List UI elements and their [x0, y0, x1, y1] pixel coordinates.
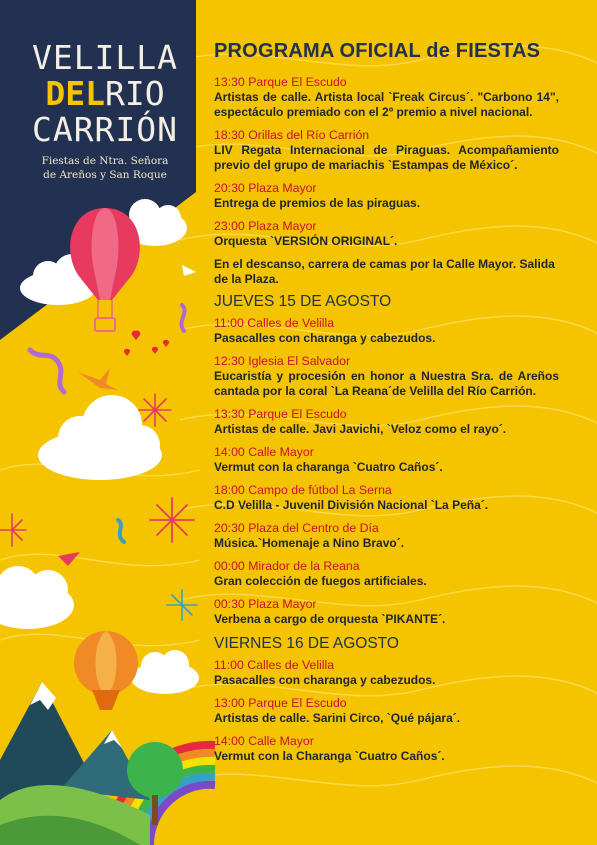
events-friday	[214, 658, 559, 764]
firework-icon	[0, 514, 26, 546]
hot-air-balloon-icon	[74, 631, 138, 710]
cloud-icon	[131, 650, 199, 694]
event-header: 13:00 Parque El Escudo	[214, 696, 347, 710]
events-opening	[214, 75, 559, 249]
event-description: C.D Velilla - Juvenil División Nacional `La Peña´.	[214, 498, 489, 512]
event-item	[214, 128, 559, 173]
event-header: 23:00 Plaza Mayor	[214, 219, 317, 233]
event-description: Gran colección de fuegos artificiales.	[214, 574, 427, 588]
event-item	[214, 483, 559, 513]
event-header: 00:30 Plaza Mayor	[214, 597, 317, 611]
cloud-icon	[0, 566, 74, 629]
event-item	[214, 181, 559, 211]
hot-air-balloon-icon	[70, 208, 140, 331]
firework-icon	[150, 498, 194, 542]
event-note: En el descanso, carrera de camas por la Calle Mayor. Salida de la Plaza.	[214, 257, 555, 286]
event-description: Pasacalles con charanga y cabezudos.	[214, 673, 436, 687]
confetti-ribbon-icon	[30, 350, 64, 392]
program-title: PROGRAMA OFICIAL de FIESTAS	[214, 40, 541, 62]
logo-subtitle-line-2: de Areños y San Roque	[43, 169, 167, 181]
logo-line-carrion: CARRIÓN	[31, 110, 179, 149]
event-item	[214, 597, 559, 627]
logo-word-del: DEL	[45, 74, 105, 113]
event-header: 13:30 Parque El Escudo	[214, 407, 347, 421]
day-heading-thursday: JUEVES 15 DE AGOSTO	[214, 293, 392, 310]
event-description: Artistas de calle. Sarini Circo, `Qué pájara´.	[214, 711, 461, 725]
cloud-icon	[38, 395, 162, 480]
day-heading-friday: VIERNES 16 DE AGOSTO	[214, 635, 399, 652]
event-description: Artistas de calle. Artista local `Freak Circus´. "Carbono 14", espectáculo premiado con el 2º premio a nivel nacional.	[214, 90, 559, 119]
event-description: Entrega de premios de las piraguas.	[214, 196, 421, 210]
event-description: Música.`Homenaje a Nino Bravo´.	[214, 536, 405, 550]
confetti-ribbon-icon	[181, 305, 184, 331]
event-header: 11:00 Calles de Velilla	[214, 316, 335, 330]
event-description: Vermut con la charanga `Cuatro Caños´.	[214, 460, 443, 474]
logo-line-del-rio	[20, 76, 190, 112]
program-content	[214, 40, 559, 772]
event-item	[214, 559, 559, 589]
event-item	[214, 219, 559, 249]
event-header: 20:30 Plaza Mayor	[214, 181, 317, 195]
event-item	[214, 658, 559, 688]
festival-logo	[20, 40, 190, 182]
event-item	[214, 316, 559, 346]
event-item	[214, 354, 559, 399]
logo-line-velilla: VELILLA	[31, 38, 179, 77]
firework-icon	[167, 590, 197, 620]
event-item	[214, 521, 559, 551]
event-header: 13:30 Parque El Escudo	[214, 75, 347, 89]
event-header: 12:30 Iglesia El Salvador	[214, 354, 351, 368]
event-description: Eucaristía y procesión en honor a Nuestra Sra. de Areños cantada por la coral `La Reana´de Velilla del Río Carrión.	[214, 369, 559, 398]
logo-subtitle-line-1: Fiestas de Ntra. Señora	[41, 155, 169, 167]
event-header: 18:00 Campo de fútbol La Serna	[214, 483, 392, 497]
bird-icon	[78, 368, 118, 390]
paper-plane-icon	[58, 552, 80, 566]
event-item	[214, 734, 559, 764]
paper-plane-icon	[182, 265, 196, 276]
event-header: 14:00 Calle Mayor	[214, 445, 314, 459]
event-header: 20:30 Plaza del Centro de Día	[214, 521, 379, 535]
confetti-ribbon-icon	[118, 520, 124, 542]
event-description: LIV Regata Internacional de Piraguas. Acompañamiento previo del grupo de mariachis `Estampas de México´.	[214, 143, 559, 172]
event-item	[214, 696, 559, 726]
event-description: Artistas de calle. Javi Javichi, `Veloz como el rayo´.	[214, 422, 507, 436]
event-description: Orquesta `VERSIÓN ORIGINAL´.	[214, 234, 398, 248]
event-description: Pasacalles con charanga y cabezudos.	[214, 331, 436, 345]
event-header: 00:00 Mirador de la Reana	[214, 559, 360, 573]
heart-icon	[124, 331, 169, 356]
event-header: 11:00 Calles de Velilla	[214, 658, 335, 672]
event-header: 14:00 Calle Mayor	[214, 734, 314, 748]
event-header: 18:30 Orillas del Río Carrión	[214, 128, 370, 142]
event-description: Verbena a cargo de orquesta `PIKANTE´.	[214, 612, 446, 626]
firework-icon	[139, 394, 171, 426]
event-description: Vermut con la Charanga `Cuatro Caños´.	[214, 749, 445, 763]
logo-word-rio: RIO	[105, 74, 165, 113]
event-item	[214, 75, 559, 120]
logo-subtitle	[20, 154, 190, 182]
events-thursday	[214, 316, 559, 627]
event-item	[214, 407, 559, 437]
event-item	[214, 445, 559, 475]
